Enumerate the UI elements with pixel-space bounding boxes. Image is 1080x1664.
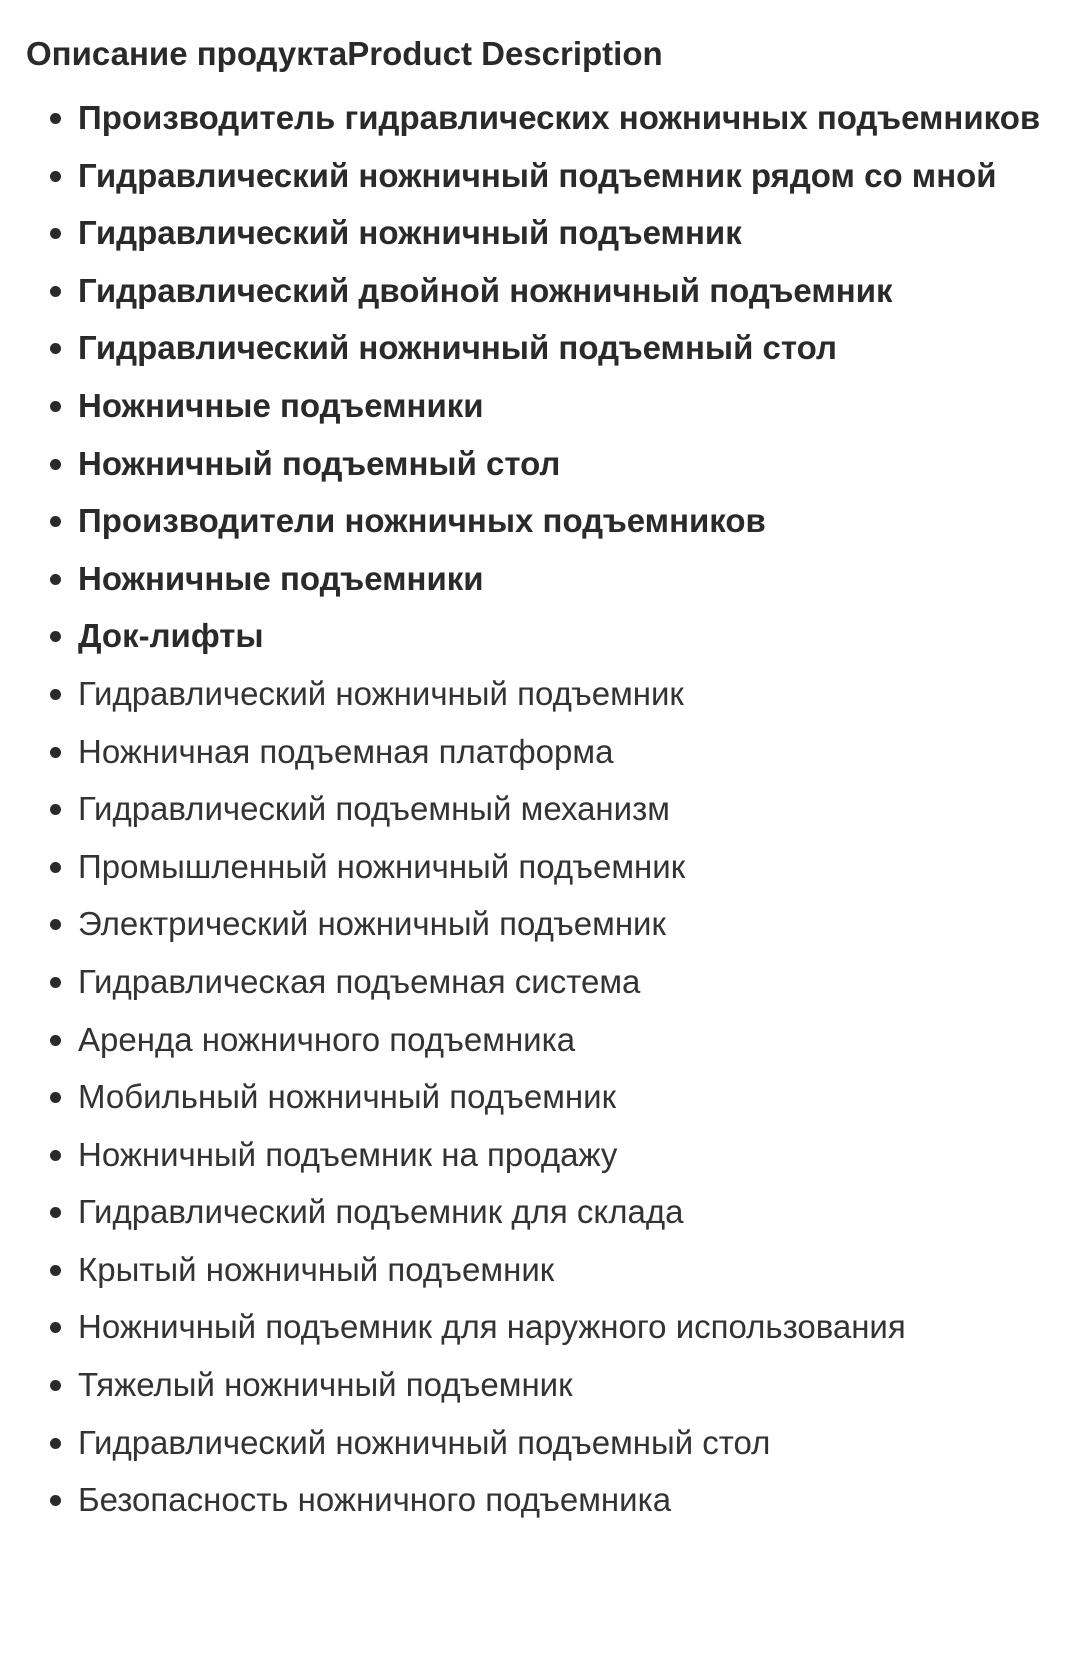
list-item-text: Гидравлическая подъемная система (78, 962, 641, 1000)
list-item (26, 204, 1056, 262)
list-item-text: Мобильный ножничный подъемник (78, 1078, 617, 1116)
bullet-icon (50, 1092, 61, 1103)
bullet-icon (50, 1322, 61, 1333)
bullet-icon (50, 631, 61, 642)
list-item-text: Производители ножничных подъемников (78, 502, 766, 540)
bullet-icon (50, 113, 61, 124)
list-item (26, 1011, 1056, 1069)
bullet-icon (50, 228, 61, 239)
list-item (26, 89, 1056, 147)
list-item (26, 1471, 1056, 1529)
bullet-icon (50, 689, 61, 700)
bullet-icon (50, 459, 61, 470)
list-item (26, 1298, 1056, 1356)
list-item (26, 838, 1056, 896)
list-item-text: Тяжелый ножничный подъемник (78, 1366, 573, 1404)
bullet-icon (50, 1265, 61, 1276)
bullet-icon (50, 171, 61, 182)
keyword-list (26, 89, 1056, 1529)
list-item (26, 1356, 1056, 1414)
list-item-text: Электрический ножничный подъемник (78, 905, 666, 943)
list-item-text: Ножничный подъемный стол (78, 444, 561, 482)
bullet-icon (50, 804, 61, 815)
list-item-text: Ножничный подъемник для наружного использования (78, 1308, 906, 1346)
bullet-icon (50, 1035, 61, 1046)
list-item-text: Гидравлический ножничный подъемный стол (78, 329, 837, 367)
list-item-text: Гидравлический ножничный подъемник (78, 674, 684, 712)
list-item-text: Промышленный ножничный подъемник (78, 847, 686, 885)
bullet-icon (50, 343, 61, 354)
list-item (26, 723, 1056, 781)
list-item-text: Гидравлический ножничный подъемник (78, 214, 742, 252)
list-item (26, 953, 1056, 1011)
list-item (26, 435, 1056, 493)
bullet-icon (50, 1495, 61, 1506)
list-item (26, 780, 1056, 838)
bullet-icon (50, 862, 61, 873)
list-item (26, 492, 1056, 550)
list-item-text: Крытый ножничный подъемник (78, 1250, 555, 1288)
list-item (26, 1068, 1056, 1126)
list-item (26, 147, 1056, 205)
list-item-text: Ножничная подъемная платформа (78, 732, 614, 770)
list-item-text: Док-лифты (78, 617, 264, 655)
bullet-icon (50, 977, 61, 988)
bullet-icon (50, 574, 61, 585)
bullet-icon (50, 1207, 61, 1218)
list-item (26, 1126, 1056, 1184)
list-item (26, 550, 1056, 608)
list-item (26, 262, 1056, 320)
bullet-icon (50, 516, 61, 527)
bullet-icon (50, 1380, 61, 1391)
list-item (26, 607, 1056, 665)
list-item-text: Ножничный подъемник на продажу (78, 1135, 618, 1173)
list-item-text: Гидравлический подъемник для склада (78, 1193, 684, 1231)
bullet-icon (50, 1438, 61, 1449)
bullet-icon (50, 919, 61, 930)
list-item (26, 1183, 1056, 1241)
list-item-text: Гидравлический ножничный подъемник рядом со мной (78, 156, 997, 194)
list-item (26, 665, 1056, 723)
list-item-text: Производитель гидравлических ножничных подъемников (78, 99, 1041, 136)
list-item (26, 1414, 1056, 1472)
bullet-icon (50, 286, 61, 297)
list-item-text: Аренда ножничного подъемника (78, 1020, 576, 1058)
list-item-text: Безопасность ножничного подъемника (78, 1481, 672, 1519)
list-item (26, 377, 1056, 435)
list-item (26, 1241, 1056, 1299)
list-item-text: Гидравлический двойной ножничный подъемник (78, 271, 893, 309)
list-item-text: Ножничные подъемники (78, 559, 484, 597)
list-item (26, 895, 1056, 953)
bullet-icon (50, 747, 61, 758)
list-item-text: Гидравлический подъемный механизм (78, 790, 670, 828)
list-item-text: Гидравлический ножничный подъемный стол (78, 1423, 771, 1461)
list-item-text: Ножничные подъемники (78, 386, 484, 424)
section-heading: Описание продуктаProduct Description (26, 35, 663, 72)
list-item (26, 319, 1056, 377)
bullet-icon (50, 1150, 61, 1161)
bullet-icon (50, 401, 61, 412)
